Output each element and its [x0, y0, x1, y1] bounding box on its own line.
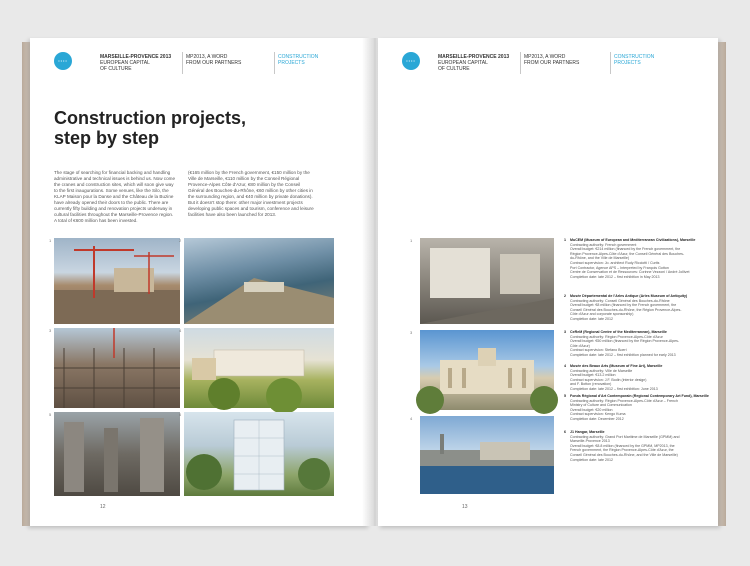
- photo-harbour-aerial: [179, 238, 334, 324]
- photo-number: 1: [49, 238, 52, 243]
- mp2013-logo: ••••: [54, 52, 72, 70]
- intro-column-2: (€165 million by the French government, €150 million by the Ville de Marseille, €110 million by the Conseil Régional Provence-Alpes Côte d'Azur, €80 million by the Conseil Général des Bouches-du-Rhône, €60 million by other cities in the surrounding region, and €40 million by private donations). But it doesn't stop there: other major investment projects developing public spaces and tourism, conference and leisure facilities have also been launched for 2013.: [188, 170, 314, 217]
- crane-illustration: [54, 238, 180, 324]
- header-section: MP2013, A WORD FROM OUR PARTNERS: [524, 54, 580, 66]
- caption-2: 2 Musée Départemental de l'Arles Antique (Arles Museum of Antiquity) Contracting authority: Conseil Général des Bouches-du-Rhône Overall budget: €8 million (financed by the French government, the Conseil Général des Bouches-du-Rhône, the Région Provence-Alpes- Côte d'Azur and corporate sponsorship) Completion date: late 2012: [564, 294, 688, 321]
- photo-museum-interior: [420, 238, 554, 324]
- page-edge-right: [717, 42, 726, 526]
- photo-palais-longchamp: [420, 330, 554, 410]
- mp2013-logo: ••••: [402, 52, 420, 70]
- magazine-spread: [22, 30, 728, 530]
- photo-number: 5: [49, 412, 52, 417]
- rendering-illustration: [184, 328, 334, 408]
- header-divider: [182, 52, 183, 74]
- page-header: [402, 52, 708, 82]
- caption-6: 6 J1 Hangar, Marseille Contracting authority: Grand Port Maritime de Marseille (GPMM) and Marseille-Provence 2013 Overall budget: €8.8 million (financed by the GPMM, MP2013, the French government, the Région Provence-Alpes-Côte d'Azur, the Conseil Général des Bouches-du-Rhône, and the Ville de Marseille) Completion date: late 2012: [564, 430, 680, 462]
- photo-building-rendering: [179, 328, 334, 408]
- museum-interior-illustration: [420, 238, 554, 324]
- header-divider: [520, 52, 521, 74]
- header-divider: [610, 52, 611, 74]
- header-section: MP2013, A WORD FROM OUR PARTNERS: [186, 54, 242, 66]
- photo-glass-building: [179, 412, 334, 496]
- header-topic: CONSTRUCTION PROJECTS: [278, 54, 319, 66]
- photo-number: 6: [179, 412, 182, 417]
- page-number: 13: [462, 504, 468, 510]
- photo-number: 1: [410, 238, 413, 243]
- photo-steel-frame: [49, 328, 180, 408]
- caption-4: 4 Musée des Beaux Arts (Museum of Fine Art), Marseille Contracting authority: Ville de Marseille Overall budget: €13.2 million Contract supervision: J.F. Bodin (interior design) and F. Botton (renovation) Completion date: late 2012 – first exhibition: June 2013: [564, 364, 663, 391]
- photo-number: 3: [410, 330, 413, 335]
- header-edition: MARSEILLE-PROVENCE 2013 EUROPEAN CAPITAL OF CULTURE: [438, 54, 510, 72]
- photo-number: 2: [179, 238, 182, 243]
- caption-1: 1 MuCEM (Museum of European and Mediterranean Civilizations), Marseille Contracting authority: French government Overall budget: €214 million (financed by the French government, the Région Provence-Alpes-Côte d'Azur, the Conseil Général des Bouches- du-Rhône, and the Ville de Marseille) Contract supervision: Jo. architect Rudy Ricciotti / Curtis Port Contractor, Agence APS – Interpreted by François Gotton Centre de Conservation et de Ressources: Corinne Vezzoni / André Jollivet Completion date: late 2012 – first exhibition in May 2013: [564, 238, 696, 279]
- steel-frame-illustration: [54, 328, 180, 408]
- photo-j1-hangar-port: [420, 416, 554, 494]
- photo-crane-site: [49, 238, 180, 324]
- photo-number: 3: [49, 328, 52, 333]
- right-page: [378, 38, 718, 526]
- intro-column-1: The stage of searching for financial backing and handling administrative and technical issues is behind us. Now come the cranes and construction sites, which will soon give way to the first inaugurations. Some venues, like the Silo, the KLAP Maison pour la Danse and the Château de la Buzine have already opened their doors to the public. There are currently fifty building and renovation projects underway in cultural facilities throughout the Marseille-Provence region. A total of €600 million has been invested.: [54, 170, 176, 223]
- photo-interior-works: [49, 412, 180, 496]
- interior-illustration: [54, 412, 180, 496]
- page-header: [54, 52, 360, 82]
- header-topic: CONSTRUCTION PROJECTS: [614, 54, 655, 66]
- port-illustration: [420, 416, 554, 494]
- header-divider: [274, 52, 275, 74]
- caption-5: 5 Fonds Régional d'Art Contemporain (Regional Contemporary Art Fund), Marseille Contracting authority: Région Provence-Alpes-Côte d'Azur – French Ministry of Culture and Communication Overall budget: €20 million Contract supervision: Kengo Kuma Completion date: December 2012: [564, 394, 709, 421]
- page-number: 12: [100, 504, 106, 510]
- glass-building-illustration: [184, 412, 334, 496]
- header-edition: MARSEILLE-PROVENCE 2013 EUROPEAN CAPITAL OF CULTURE: [100, 54, 172, 72]
- page-title: Construction projects, step by step: [54, 108, 247, 148]
- photo-number: 4: [410, 416, 413, 421]
- left-page: [30, 38, 370, 526]
- palace-illustration: [420, 330, 554, 410]
- harbour-illustration: [184, 238, 334, 324]
- caption-3: 3 CeReM (Regional Centre of the Mediterranean), Marseille Contracting authority: Région Provence-Alpes-Côte d'Azur Overall budget: €50 million (financed by the Région Provence-Alpes- Côte d'Azur) Contract supervision: Stefano Boeri Completion date: late 2012 – first exhibition planned for early 2013: [564, 330, 680, 357]
- photo-number: 4: [179, 328, 182, 333]
